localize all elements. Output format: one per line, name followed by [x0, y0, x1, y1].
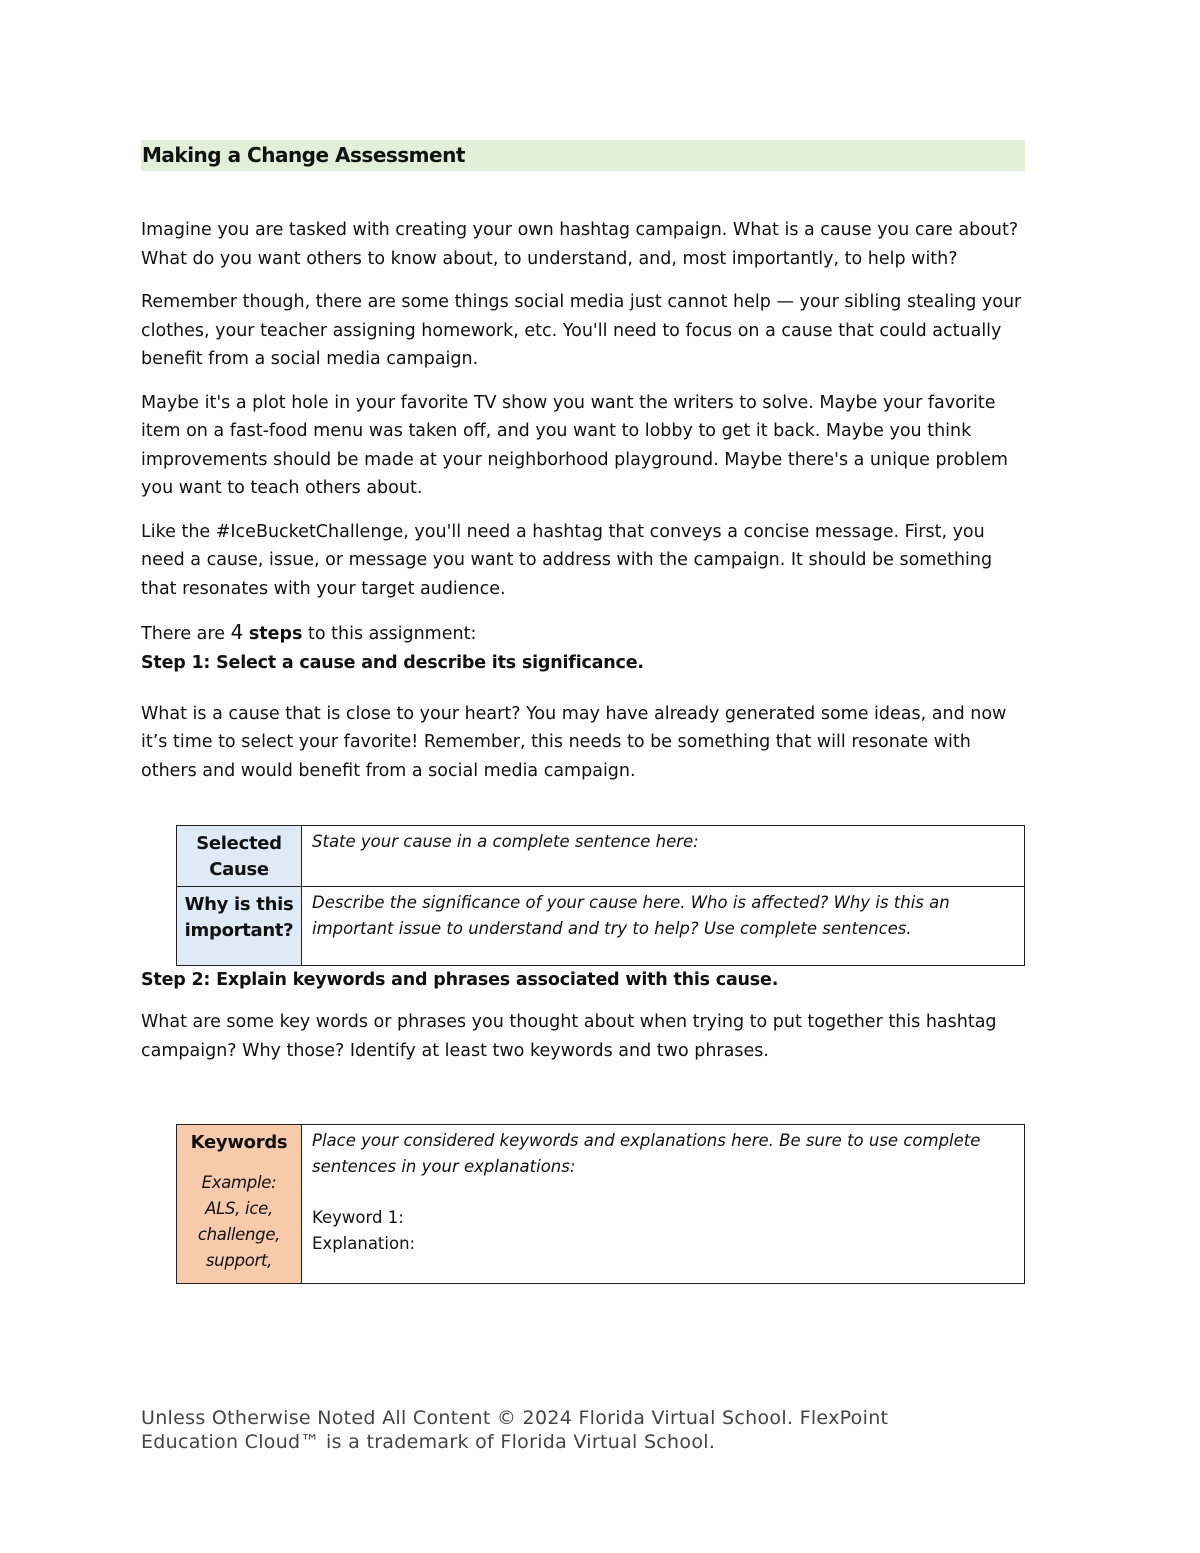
copyright-footer — [141, 1406, 1041, 1454]
step1-table — [176, 825, 1025, 966]
example-line-2: challenge, — [197, 1225, 281, 1244]
importance-field[interactable]: Describe the significance of your cause here. Who is affected? Why is this an important issue to understand and try to help? Use complete sentences. — [302, 887, 1025, 966]
step1-heading: Step 1: Select a cause and describe its significance. — [141, 652, 644, 673]
intro-paragraph-1: Imagine you are tasked with creating your own hashtag campaign. What is a cause you care about? What do you want others to know about, to understand, and, most importantly, to help with? — [141, 220, 1019, 269]
keyword-entry — [312, 1205, 1014, 1257]
keyword-1-label: Keyword 1: — [312, 1208, 404, 1227]
intro-paragraph-2: Remember though, there are some things social media just cannot help — your sibling stealing your clothes, your teacher assigning homework, etc. You'll need to focus on a cause that could actually benefit from a social media campaign. — [141, 292, 1022, 369]
steps-number: 4 — [230, 620, 244, 644]
keywords-label-cell — [177, 1125, 302, 1284]
page-title: Making a Change Assessment — [141, 140, 1025, 171]
footer-line-1: Unless Otherwise Noted All Content © 2024 Florida Virtual School. FlexPoint — [141, 1407, 889, 1429]
steps-count-line — [141, 618, 1025, 649]
footer-line-2: Education Cloud™ is a trademark of Florida Virtual School. — [141, 1431, 716, 1453]
importance-label: Why is this important? — [177, 887, 302, 966]
example-line-3: support, — [205, 1251, 273, 1270]
document-content — [141, 140, 1025, 1284]
example-line-1: ALS, ice, — [205, 1199, 273, 1218]
step2-keywords-table — [176, 1124, 1025, 1284]
explanation-label: Explanation: — [312, 1234, 416, 1253]
step1-description: What is a cause that is close to your heart? You may have already generated some ideas, and now it’s time to select your favorite! Remember, this needs to be something that will resonate with others and would benefit from a social media campaign. — [141, 703, 1007, 781]
table-row — [177, 887, 1025, 966]
selected-cause-label: Selected Cause — [177, 826, 302, 887]
keywords-example — [177, 1170, 301, 1274]
keywords-field[interactable] — [302, 1125, 1025, 1284]
keywords-instruction: Place your considered keywords and explanations here. Be sure to use complete sentences in your explanations: — [312, 1131, 981, 1176]
steps-word: steps — [248, 624, 303, 644]
table-row — [177, 826, 1025, 887]
keywords-label: Keywords — [190, 1132, 288, 1153]
table-row — [177, 1125, 1025, 1284]
intro-paragraph-3: Maybe it's a plot hole in your favorite TV show you want the writers to solve. Maybe your favorite item on a fast-food menu was taken off, and you want to lobby to get it back. Maybe you think improvements should be made at your neighborhood playground. Maybe there's a unique problem you want to teach others about. — [141, 392, 1008, 498]
step2-description: What are some key words or phrases you thought about when trying to put together this hashtag campaign? Why those? Identify at least two keywords and two phrases. — [141, 1012, 997, 1061]
example-label: Example: — [201, 1173, 277, 1192]
steps-prefix: There are — [141, 624, 231, 644]
step2-heading: Step 2: Explain keywords and phrases associated with this cause. — [141, 970, 779, 990]
intro-paragraph-4: Like the #IceBucketChallenge, you'll need a hashtag that conveys a concise message. First, you need a cause, issue, or message you want to address with the campaign. It should be something that resonates with your target audience. — [141, 521, 993, 599]
selected-cause-field[interactable]: State your cause in a complete sentence here: — [302, 826, 1025, 887]
steps-suffix: to this assignment: — [302, 624, 477, 644]
